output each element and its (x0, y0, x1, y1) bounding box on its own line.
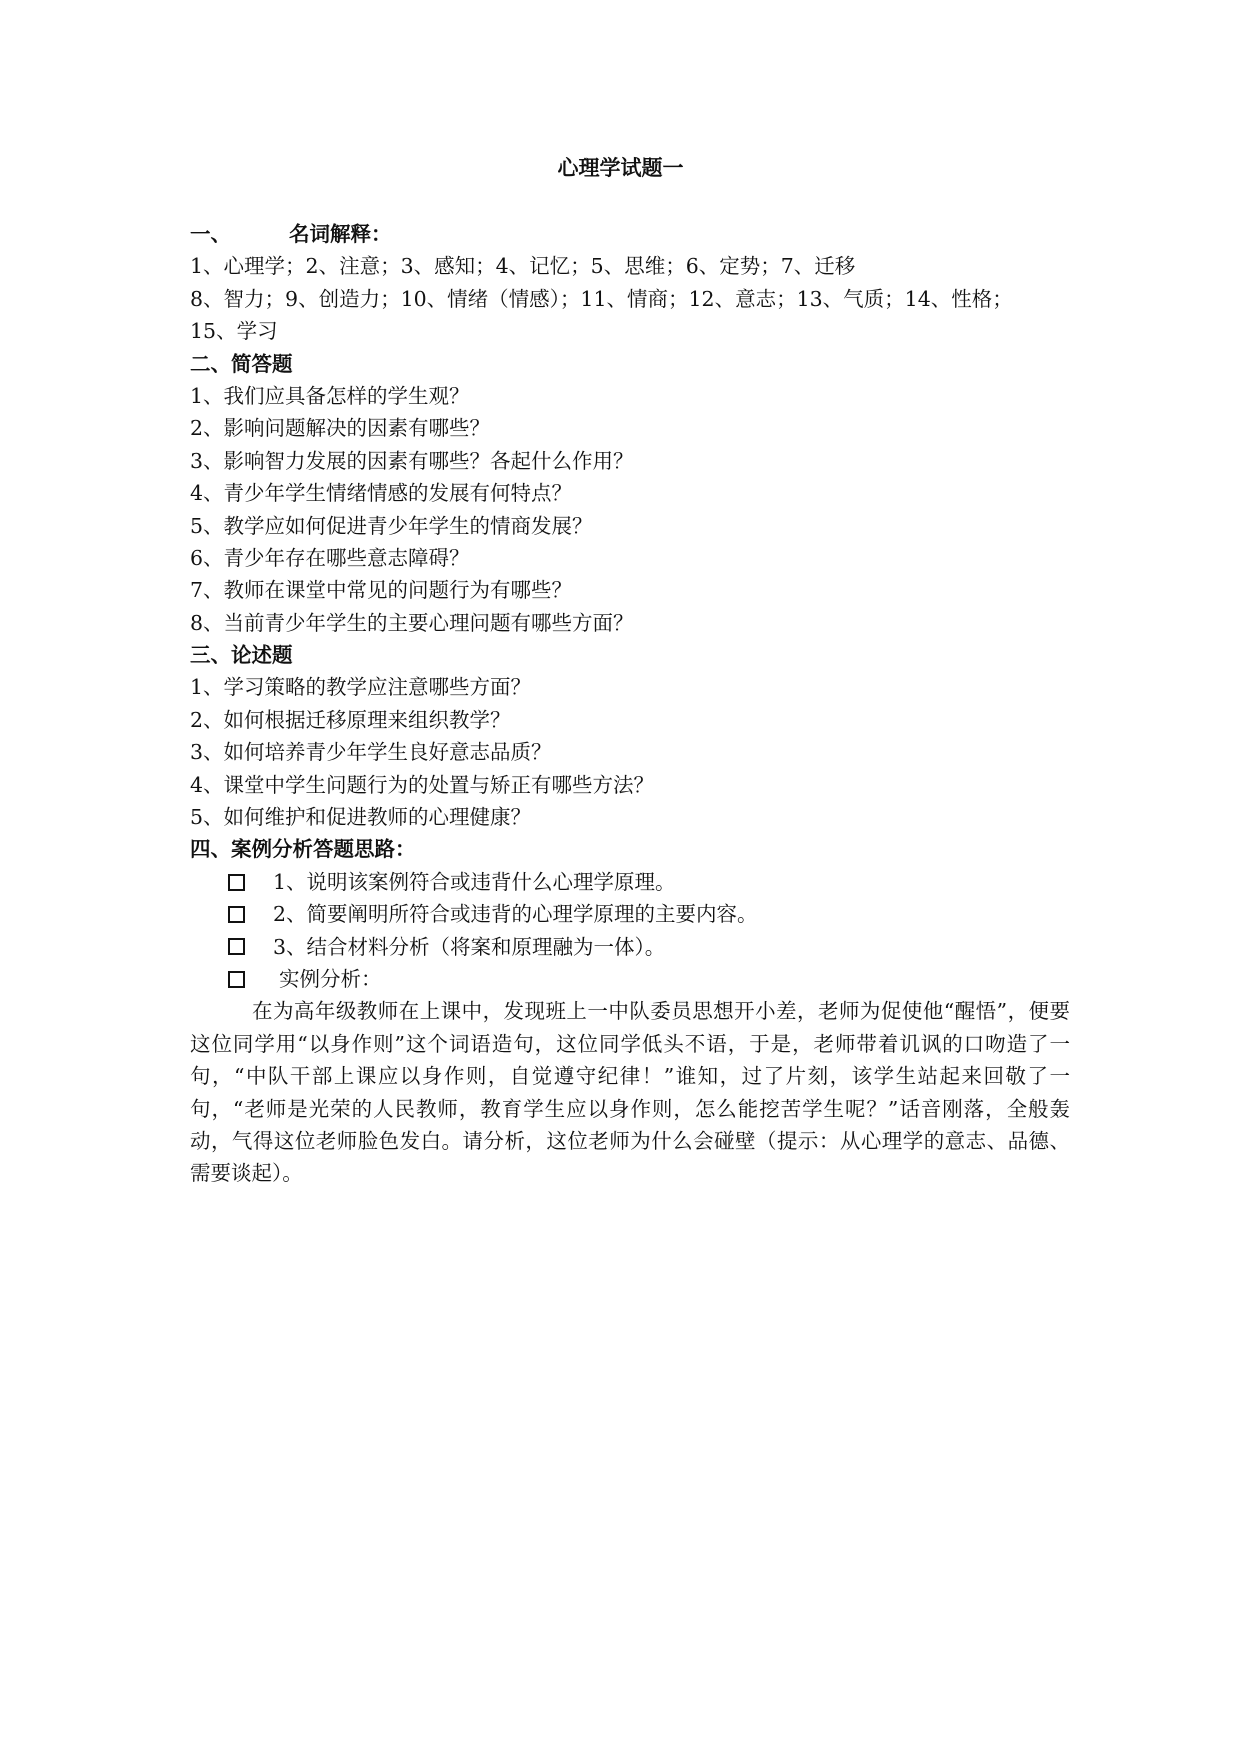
section4-heading: 四、案例分析答题思路： (190, 837, 416, 862)
section3-heading: 三、论述题 (190, 643, 293, 668)
section1-heading (190, 218, 1070, 250)
section1-heading-text: 名词解释： (289, 222, 392, 246)
section4-bullet (190, 931, 1070, 963)
section3-item: 3、如何培养青少年学生良好意志品质？ (190, 740, 552, 765)
section3-item: 2、如何根据迁移原理来组织教学？ (190, 707, 511, 732)
checkbox-icon (228, 906, 245, 923)
section2-item: 8、当前青少年学生的主要心理问题有哪些方面？ (190, 610, 634, 635)
section2-item: 1、我们应具备怎样的学生观？ (190, 383, 470, 408)
section3-item: 5、如何维护和促进教师的心理健康？ (190, 805, 532, 830)
section2-item: 3、影响智力发展的因素有哪些？各起什么作用？ (190, 448, 634, 473)
checkbox-icon (228, 938, 245, 955)
section2-heading: 二、简答题 (190, 351, 293, 376)
section1-heading-number: 一、 (190, 222, 231, 246)
section4-bullet (190, 898, 1070, 930)
section4-bullet (190, 963, 1070, 995)
checkbox-icon (228, 874, 245, 891)
section2-item: 6、青少年存在哪些意志障碍？ (190, 545, 470, 570)
section2-item: 2、影响问题解决的因素有哪些？ (190, 416, 491, 441)
section2-item: 7、教师在课堂中常见的问题行为有哪些？ (190, 578, 573, 603)
section4-bullet (190, 866, 1070, 898)
section3-item: 4、课堂中学生问题行为的处置与矫正有哪些方法？ (190, 772, 655, 797)
document-body (190, 218, 1070, 1190)
section2-item: 4、青少年学生情绪情感的发展有何特点？ (190, 481, 573, 506)
checkbox-icon (228, 971, 245, 988)
section4-bullet-text: 1、说明该案例符合或违背什么心理学原理。 (273, 869, 676, 894)
section4-bullet-text: 2、简要阐明所符合或违背的心理学原理的主要内容。 (273, 902, 758, 927)
section3-item: 1、学习策略的教学应注意哪些方面？ (190, 675, 532, 700)
section4-bullet-text: 3、结合材料分析（将案和原理融为一体）。 (273, 934, 666, 959)
section2-item: 5、教学应如何促进青少年学生的情商发展？ (190, 513, 593, 538)
case-study-paragraph: 在为高年级教师在上课中，发现班上一中队委员思想开小差，老师为促使他“醒悟”，便要这位同学用“以身作则”这个词语造句，这位同学低头不语，于是，老师带着讥讽的口吻造了一句，“中队干部上课应以身作则，自觉遵守纪律！”谁知，过了片刻，该学生站起来回敬了一句，“老师是光荣的人民教师，教育学生应以身作则，怎么能挖苦学生呢？”话音刚落，全般轰动，气得这位老师脸色发白。请分析，这位老师为什么会碰壁（提示：从心理学的意志、品德、需要谈起）。 (190, 999, 1070, 1186)
section1-line: 15、学习 (190, 319, 278, 344)
section4-bullet-text: 实例分析： (279, 966, 382, 991)
document-title: 心理学试题一 (557, 156, 684, 180)
section1-line: 8、智力；9、创造力；10、情绪（情感）；11、情商；12、意志；13、气质；14、性格； (190, 286, 1013, 311)
section1-line: 1、心理学；2、注意；3、感知；4、记忆；5、思维；6、定势；7、迁移 (190, 254, 856, 279)
